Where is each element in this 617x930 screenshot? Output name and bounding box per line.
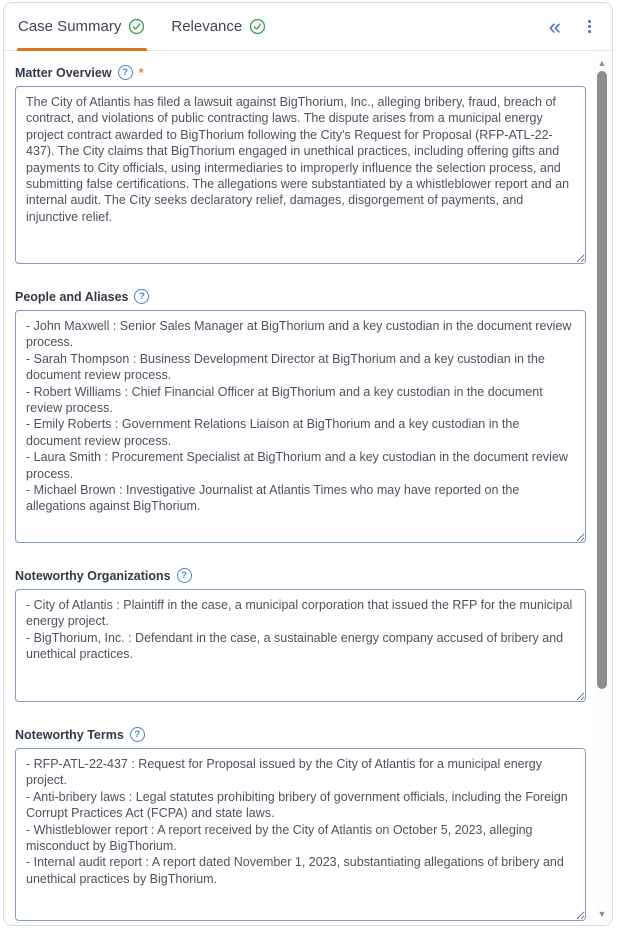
panel-header (4, 3, 612, 51)
noteworthy-terms-textarea[interactable] (15, 748, 586, 921)
vertical-scrollbar[interactable] (594, 54, 610, 921)
noteworthy-organizations-textarea[interactable] (15, 589, 586, 702)
help-icon[interactable]: ? (177, 568, 192, 583)
field-label-row (15, 289, 586, 304)
field-label-row (15, 65, 586, 80)
field-label: Noteworthy Terms (15, 727, 124, 742)
help-icon[interactable]: ? (130, 727, 145, 742)
case-summary-panel (3, 2, 613, 926)
check-circle-icon (249, 18, 266, 35)
field-label: Noteworthy Organizations (15, 568, 171, 583)
tab-relevance[interactable] (171, 3, 266, 51)
field-label-row (15, 727, 586, 742)
scroll-down-icon[interactable]: ▼ (597, 909, 607, 919)
field-label: Matter Overview (15, 65, 112, 80)
tab-label: Relevance (171, 18, 243, 35)
tab-case-summary[interactable] (18, 3, 145, 51)
matter-overview-textarea[interactable] (15, 86, 586, 264)
tab-label: Case Summary (18, 18, 122, 35)
help-icon[interactable]: ? (134, 289, 149, 304)
help-icon[interactable]: ? (118, 65, 133, 80)
people-and-aliases-textarea[interactable] (15, 310, 586, 543)
field-noteworthy-organizations (15, 568, 586, 702)
field-matter-overview (15, 65, 586, 264)
scroll-up-icon[interactable]: ▲ (597, 58, 607, 68)
required-asterisk: * (138, 65, 144, 80)
kebab-menu-icon[interactable] (585, 17, 594, 36)
check-circle-icon (128, 18, 145, 35)
field-people-and-aliases (15, 289, 586, 543)
field-noteworthy-terms (15, 727, 586, 921)
scrollbar-thumb[interactable] (597, 71, 607, 689)
field-label: People and Aliases (15, 289, 129, 304)
collapse-panel-icon[interactable]: « (548, 13, 561, 39)
field-label-row (15, 568, 586, 583)
form-content (4, 51, 612, 921)
